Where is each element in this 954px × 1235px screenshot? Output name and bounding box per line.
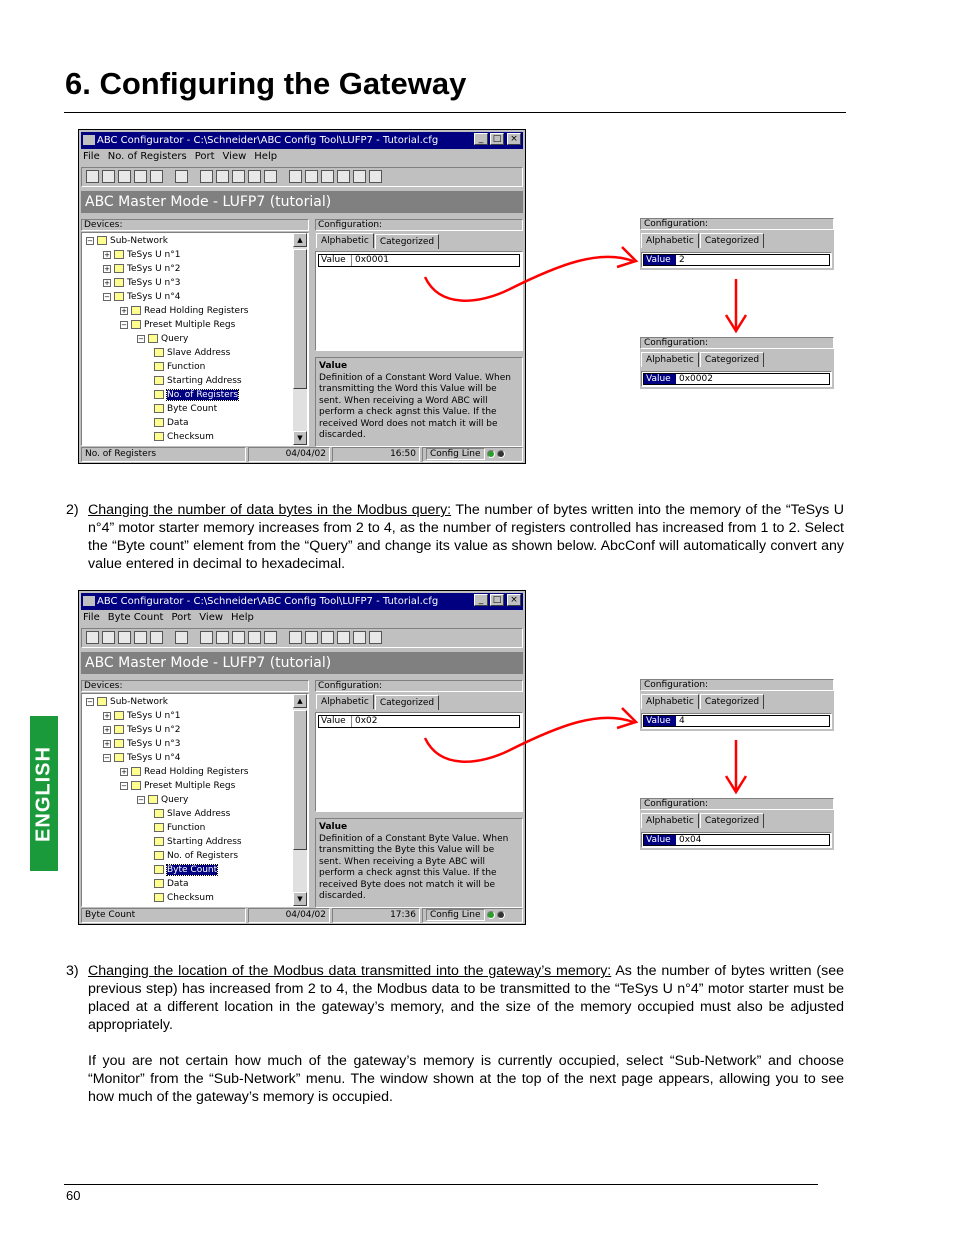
title-bar bbox=[81, 593, 523, 610]
step-3-number: 3) bbox=[66, 963, 79, 979]
footer-rule bbox=[64, 1184, 818, 1185]
expand-toggle-icon[interactable]: − bbox=[104, 753, 110, 762]
expand-toggle-icon[interactable]: − bbox=[121, 781, 127, 790]
menu-item[interactable]: View bbox=[199, 612, 224, 623]
description-text: Definition of a Constant Byte Value. When transmitting the Byte this Value will be sent. When receiving a Byte ABC will perform a check agnst this Value. If the received Byte does not match it will be discarded. bbox=[319, 833, 509, 901]
station-icon[interactable] bbox=[353, 170, 366, 183]
tree-node-label: Function bbox=[167, 362, 206, 372]
toolbar-separator bbox=[191, 631, 197, 644]
misc-icon[interactable] bbox=[369, 170, 382, 183]
expand-toggle-icon[interactable]: + bbox=[104, 264, 110, 273]
toolbar-separator bbox=[280, 631, 286, 644]
toolbar-separator bbox=[191, 170, 197, 183]
close-button[interactable]: × bbox=[507, 133, 521, 145]
misc-icon[interactable] bbox=[369, 631, 382, 644]
devices-label: Devices: bbox=[81, 219, 309, 231]
annotation-arrows bbox=[0, 219, 954, 459]
toolbar bbox=[81, 167, 523, 187]
monitor-icon[interactable] bbox=[321, 170, 334, 183]
help-icon[interactable] bbox=[305, 631, 318, 644]
tree-node-label: Starting Address bbox=[167, 376, 242, 386]
down-arrow bbox=[726, 740, 746, 792]
expand-toggle-icon[interactable]: − bbox=[138, 795, 144, 804]
delete-icon[interactable] bbox=[248, 631, 261, 644]
save-icon[interactable] bbox=[118, 170, 131, 183]
minimize-button[interactable]: _ bbox=[474, 594, 488, 606]
step-2-text: The number of bytes written into the memory of the “TeSys U n°4” motor starter memory increases from 2 to 4, as the number of registers controlled has increased from 1 to 2. Select the “Byte count” element from the “Query” and change its value as shown below. AbcConf will automatically convert any value entered in decimal to hexadecimal. bbox=[88, 502, 844, 572]
expand-toggle-icon[interactable]: + bbox=[104, 739, 110, 748]
menu-item[interactable]: Port bbox=[194, 151, 215, 162]
new-icon[interactable] bbox=[86, 631, 99, 644]
scroll-down-arrow[interactable]: ▼ bbox=[293, 892, 307, 906]
properties-icon[interactable] bbox=[289, 631, 302, 644]
menu-item[interactable]: Byte Count bbox=[107, 612, 164, 623]
mini-tab-categorized[interactable]: Categorized bbox=[700, 352, 764, 367]
rename-icon[interactable] bbox=[264, 170, 277, 183]
mini-tab-alphabetic[interactable]: Alphabetic bbox=[641, 352, 699, 367]
monitor-icon[interactable] bbox=[321, 631, 334, 644]
menu-item[interactable]: File bbox=[83, 612, 100, 623]
curved-arrow-line bbox=[425, 718, 633, 762]
status-selected: Byte Count bbox=[81, 908, 246, 923]
mini-tab-categorized[interactable]: Categorized bbox=[700, 694, 764, 709]
mini-configuration-label: Configuration: bbox=[640, 218, 834, 230]
menu-item[interactable]: Port bbox=[171, 612, 192, 623]
tab-categorized[interactable]: Categorized bbox=[375, 695, 439, 710]
download-icon[interactable] bbox=[150, 631, 163, 644]
open-icon[interactable] bbox=[102, 170, 115, 183]
rename-icon[interactable] bbox=[264, 631, 277, 644]
menu-bar bbox=[83, 151, 277, 165]
folder-icon[interactable] bbox=[175, 631, 188, 644]
tree-node-label: Byte Count bbox=[167, 865, 218, 875]
tree-node-label: Preset Multiple Regs bbox=[144, 320, 236, 330]
tree-node-label: Query bbox=[161, 334, 189, 344]
expand-toggle-icon[interactable]: − bbox=[104, 292, 110, 301]
expand-toggle-icon[interactable]: − bbox=[87, 697, 93, 706]
mode-banner: ABC Master Mode - LUFP7 (tutorial) bbox=[81, 191, 523, 213]
status-selected: No. of Registers bbox=[81, 447, 246, 462]
paste-icon[interactable] bbox=[232, 631, 245, 644]
mode-banner: ABC Master Mode - LUFP7 (tutorial) bbox=[81, 652, 523, 674]
tree-node-label: TeSys U n°1 bbox=[127, 711, 181, 721]
close-button[interactable]: × bbox=[507, 594, 521, 606]
menu-item[interactable]: No. of Registers bbox=[107, 151, 187, 162]
mini-property-key: Value bbox=[644, 255, 676, 265]
title-rule bbox=[64, 112, 846, 113]
app-icon bbox=[83, 596, 95, 606]
tree-node-label: Starting Address bbox=[167, 837, 242, 847]
tree-node-label: Checksum bbox=[167, 893, 214, 903]
node-icon[interactable] bbox=[337, 631, 350, 644]
property-value[interactable]: 0x02 bbox=[355, 716, 378, 726]
mini-property-value[interactable]: 0x0002 bbox=[679, 374, 713, 384]
copy-icon[interactable] bbox=[216, 631, 229, 644]
page-title: 6. Configuring the Gateway bbox=[65, 66, 467, 101]
save-icon[interactable] bbox=[118, 631, 131, 644]
tree-node-label: Data bbox=[167, 879, 189, 889]
configuration-label: Configuration: bbox=[315, 219, 523, 231]
step-2-number: 2) bbox=[66, 502, 79, 518]
expand-toggle-icon[interactable]: + bbox=[104, 250, 110, 259]
mini-configuration-label: Configuration: bbox=[640, 679, 834, 691]
devices-label: Devices: bbox=[81, 680, 309, 692]
description-text: Definition of a Constant Word Value. When transmitting the Word this Value will be sent. When receiving a Word ABC will perform a check agnst this Value. If the received Word does not match it will be discarded. bbox=[319, 372, 511, 440]
tree-node-label: Slave Address bbox=[167, 348, 231, 358]
configuration-label: Configuration: bbox=[315, 680, 523, 692]
mini-tab-categorized[interactable]: Categorized bbox=[700, 233, 764, 248]
maximize-button[interactable]: □ bbox=[490, 133, 504, 145]
tree-node-label: TeSys U n°3 bbox=[127, 739, 181, 749]
expand-toggle-icon[interactable]: − bbox=[138, 334, 144, 343]
mini-configuration-label: Configuration: bbox=[640, 798, 834, 810]
step-2-heading: Changing the number of data bytes in the Modbus query: bbox=[88, 502, 452, 518]
expand-toggle-icon[interactable]: + bbox=[104, 725, 110, 734]
toolbar-separator bbox=[166, 170, 172, 183]
expand-toggle-icon[interactable]: − bbox=[121, 320, 127, 329]
mini-tab-alphabetic[interactable]: Alphabetic bbox=[641, 813, 699, 828]
mini-tab-alphabetic[interactable]: Alphabetic bbox=[641, 694, 699, 709]
minimize-button[interactable]: _ bbox=[474, 133, 488, 145]
tree-node-label: Sub-Network bbox=[110, 236, 168, 246]
title-bar bbox=[81, 132, 523, 149]
mini-property-value[interactable]: 0x04 bbox=[679, 835, 702, 845]
menu-item[interactable]: View bbox=[222, 151, 247, 162]
mini-property-key: Value bbox=[644, 835, 676, 845]
step-3-paragraph bbox=[88, 962, 844, 1034]
mini-property-value[interactable]: 2 bbox=[679, 255, 685, 265]
tree-node-label: Slave Address bbox=[167, 809, 231, 819]
toolbar bbox=[81, 628, 523, 648]
tree-node-label: TeSys U n°1 bbox=[127, 250, 181, 260]
folder-icon[interactable] bbox=[175, 170, 188, 183]
paste-icon[interactable] bbox=[232, 170, 245, 183]
property-value[interactable]: 0x0001 bbox=[355, 255, 389, 265]
toolbar-separator bbox=[280, 170, 286, 183]
download-icon[interactable] bbox=[150, 170, 163, 183]
tree-node-label: TeSys U n°4 bbox=[127, 292, 181, 302]
cut-icon[interactable] bbox=[200, 170, 213, 183]
status-config-label: Config Line bbox=[426, 909, 485, 921]
tree-node-label: Read Holding Registers bbox=[144, 306, 249, 316]
step-2-paragraph bbox=[88, 501, 844, 573]
expand-toggle-icon[interactable]: + bbox=[121, 306, 127, 315]
node-icon[interactable] bbox=[337, 170, 350, 183]
menu-bar bbox=[83, 612, 254, 626]
tree-node-label: Byte Count bbox=[167, 404, 218, 414]
status-date: 04/04/02 bbox=[248, 908, 330, 923]
tab-alphabetic[interactable]: Alphabetic bbox=[316, 233, 374, 248]
expand-toggle-icon[interactable]: + bbox=[121, 767, 127, 776]
step-3-heading: Changing the location of the Modbus data transmitted into the gateway’s memory: bbox=[88, 963, 612, 979]
tree-node-label: Query bbox=[161, 795, 189, 805]
window-title: ABC Configurator - C:\Schneider\ABC Config Tool\LUFP7 - Tutorial.cfg bbox=[97, 596, 439, 607]
mini-tab-alphabetic[interactable]: Alphabetic bbox=[641, 233, 699, 248]
description-title: Value bbox=[319, 822, 348, 832]
scroll-down-arrow[interactable]: ▼ bbox=[293, 431, 307, 445]
tree-node-label: No. of Registers bbox=[167, 390, 239, 400]
new-icon[interactable] bbox=[86, 170, 99, 183]
scroll-up-arrow[interactable]: ▲ bbox=[293, 233, 307, 247]
menu-item[interactable]: Help bbox=[254, 151, 278, 162]
step-3-paragraph-2: If you are not certain how much of the gateway’s memory is currently occupied, select “Sub-Network” and choose “Monitor” from the “Sub-Network” menu. The window shown at the top of the next page appears, allowing you to see how much of the gateway’s memory is occupied. bbox=[88, 1053, 844, 1105]
tree-node-label: TeSys U n°2 bbox=[127, 264, 181, 274]
tree-node-label: Sub-Network bbox=[110, 697, 168, 707]
properties-icon[interactable] bbox=[289, 170, 302, 183]
delete-icon[interactable] bbox=[248, 170, 261, 183]
down-arrow bbox=[726, 279, 746, 331]
help-icon[interactable] bbox=[305, 170, 318, 183]
mini-property-value[interactable]: 4 bbox=[679, 716, 685, 726]
status-config-label: Config Line bbox=[426, 448, 485, 460]
expand-toggle-icon[interactable]: + bbox=[104, 278, 110, 287]
toolbar-separator bbox=[166, 631, 172, 644]
maximize-button[interactable]: □ bbox=[490, 594, 504, 606]
scroll-up-arrow[interactable]: ▲ bbox=[293, 694, 307, 708]
step-3-text: As the number of bytes written (see previous step) has increased from 2 to 4, the Modbus data to be transmitted to the “TeSys U n°4” motor starter must be placed at a different location in the gateway’s memory, and the size of the memory occupied must also be adjusted appropriately. bbox=[88, 963, 844, 1033]
language-tab: ENGLISH bbox=[30, 716, 58, 871]
tree-node-label: No. of Registers bbox=[167, 851, 239, 861]
mini-configuration-label: Configuration: bbox=[640, 337, 834, 349]
menu-item[interactable]: File bbox=[83, 151, 100, 162]
copy-icon[interactable] bbox=[216, 170, 229, 183]
mini-tab-categorized[interactable]: Categorized bbox=[700, 813, 764, 828]
tree-node-label: Checksum bbox=[167, 432, 214, 442]
tree-node-label: Function bbox=[167, 823, 206, 833]
tree-node-label: Data bbox=[167, 418, 189, 428]
station-icon[interactable] bbox=[353, 631, 366, 644]
cut-icon[interactable] bbox=[200, 631, 213, 644]
upload-icon[interactable] bbox=[134, 631, 147, 644]
tree-node-label: Preset Multiple Regs bbox=[144, 781, 236, 791]
mini-property-key: Value bbox=[644, 374, 676, 384]
status-time: 16:50 bbox=[332, 447, 420, 462]
open-icon[interactable] bbox=[102, 631, 115, 644]
property-key: Value bbox=[319, 255, 352, 266]
status-date: 04/04/02 bbox=[248, 447, 330, 462]
expand-toggle-icon[interactable]: + bbox=[104, 711, 110, 720]
tree-node-label: TeSys U n°2 bbox=[127, 725, 181, 735]
mini-property-key: Value bbox=[644, 716, 676, 726]
upload-icon[interactable] bbox=[134, 170, 147, 183]
app-icon bbox=[83, 135, 95, 145]
property-key: Value bbox=[319, 716, 352, 727]
expand-toggle-icon[interactable]: − bbox=[87, 236, 93, 245]
curved-arrow-line bbox=[425, 257, 633, 301]
page-number: 60 bbox=[66, 1188, 81, 1203]
tree-node-label: Read Holding Registers bbox=[144, 767, 249, 777]
tab-alphabetic[interactable]: Alphabetic bbox=[316, 694, 374, 709]
menu-item[interactable]: Help bbox=[231, 612, 254, 623]
tree-node-label: TeSys U n°3 bbox=[127, 278, 181, 288]
window-title: ABC Configurator - C:\Schneider\ABC Config Tool\LUFP7 - Tutorial.cfg bbox=[97, 135, 439, 146]
tab-categorized[interactable]: Categorized bbox=[375, 234, 439, 249]
status-time: 17:36 bbox=[332, 908, 420, 923]
annotation-arrows bbox=[0, 680, 954, 920]
tree-node-label: TeSys U n°4 bbox=[127, 753, 181, 763]
description-title: Value bbox=[319, 361, 348, 371]
